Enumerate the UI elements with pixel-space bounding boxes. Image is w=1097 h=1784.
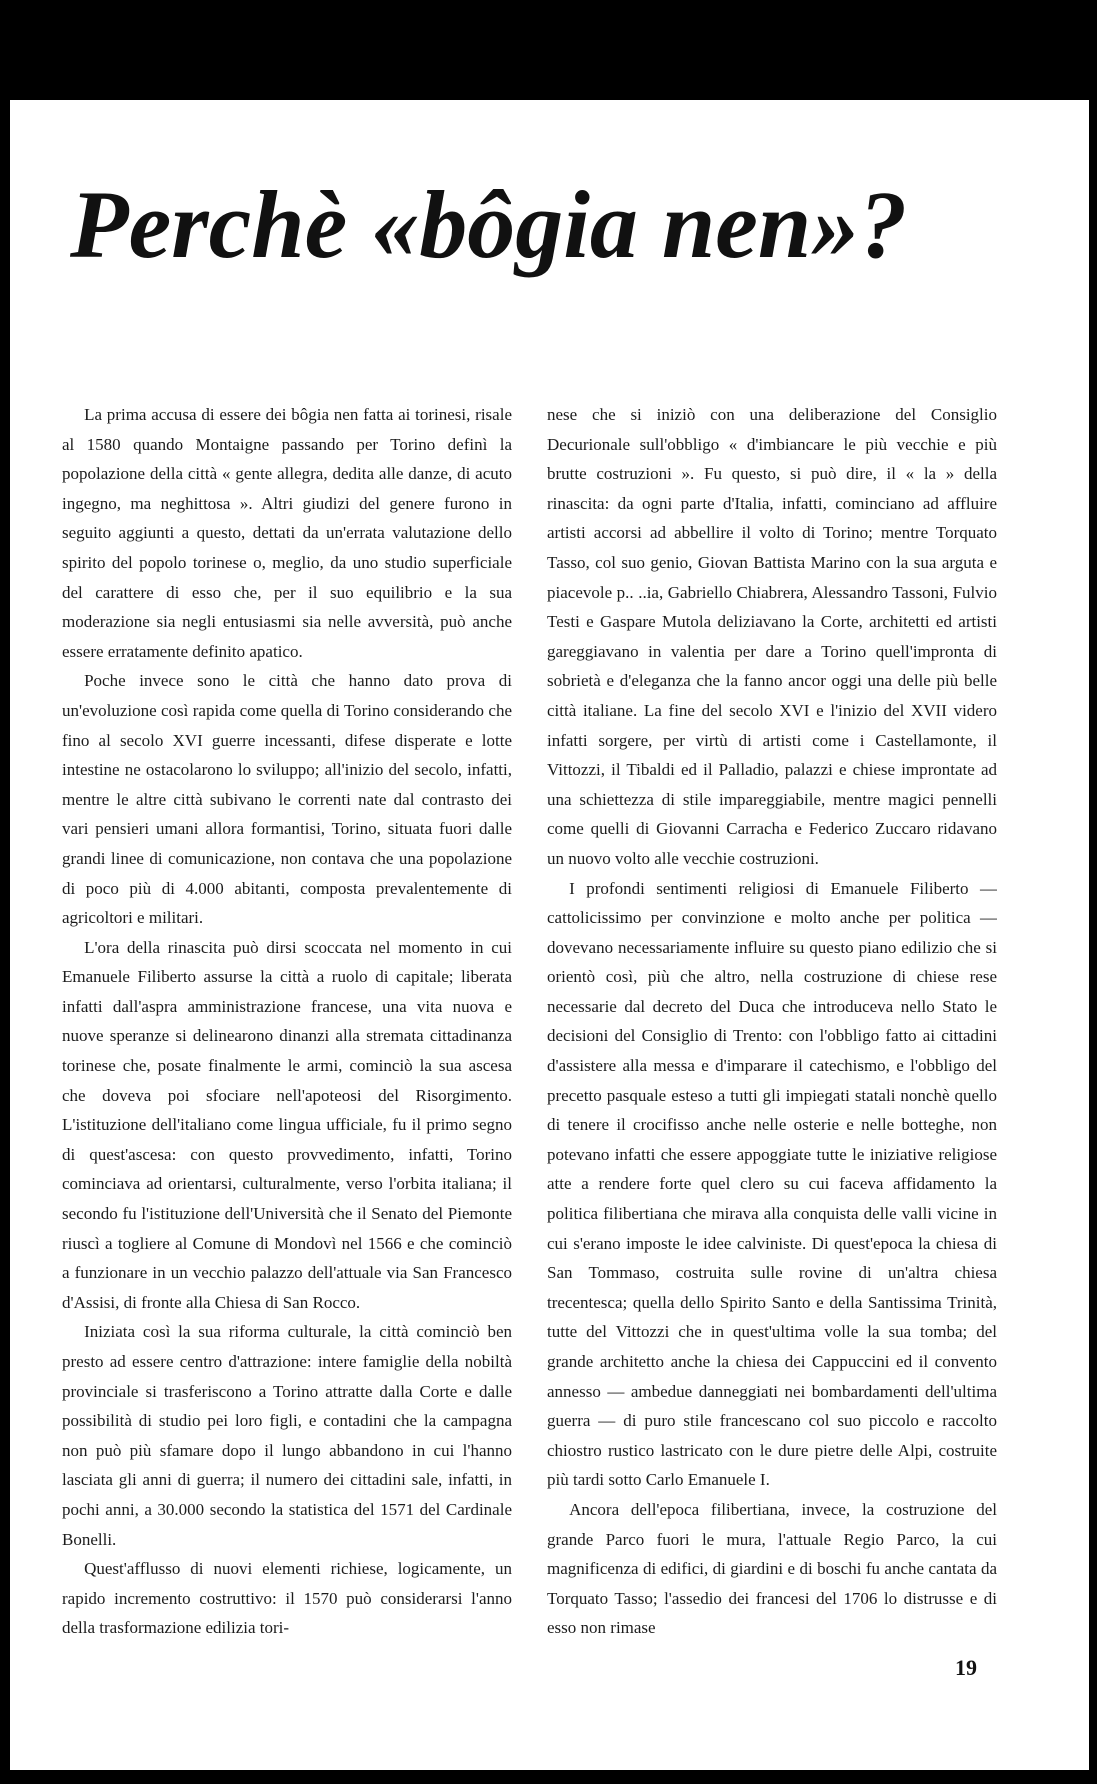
paragraph: L'ora della rinascita può dirsi scoccata nel momento in cui Emanuele Filiberto assurse la città a ruolo di capitale; liberata infatti dall'aspra amministrazione francese, una vita nuova e nuove speranze si delinearono dinanzi alla stremata cittadinanza torinese che, posate finalmente le armi, cominciò la sua ascesa che doveva poi sfociare nell'apoteosi del Risorgimento. L'istituzione dell'italiano come lingua ufficiale, fu il primo segno di quest'ascesa: con questo provvedimento, infatti, Torino cominciava ad orientarsi, culturalmente, verso l'orbita italiana; il secondo fu l'istituzione dell'Università che il Senato del Piemonte riuscì a togliere al Comune di Mondovì nel 1566 e che cominciò a funzionare in un vecchio palazzo dell'attuale via San Francesco d'Assisi, di fronte alla Chiesa di San Rocco. [62,937,512,1312]
paragraph: Ancora dell'epoca filibertiana, invece, la costruzione del grande Parco fuori le mura, l'attuale Regio Parco, la cui magnificenza di edifici, di giardini e di boschi fu anche cantata da Torquato Tasso; l'assedio dei francesi del 1706 lo distrusse e di esso non rimase [547,1499,997,1638]
scan-border-right [1089,0,1097,1784]
paragraph: Poche invece sono le città che hanno dato prova di un'evoluzione così rapida come quella di Torino considerando che fino al secolo XVI guerre incessanti, difese disperate e lotte intestine ne ostacolarono lo sviluppo; all'inizio del secolo, infatti, mentre le altre città subivano le correnti nate dal contrasto dei vari pensieri umani allora formantisi, Torino, situata fuori dalle grandi linee di comunicazione, non contava che una popolazione di poco più di 4.000 abitanti, composta prevalentemente di agricoltori e militari. [62,671,512,928]
paragraph: Iniziata così la sua riforma culturale, la città cominciò ben presto ad essere centro d'attrazione: intere famiglie della nobiltà provinciale si trasferiscono a Torino attratte dalla Corte e dalle possibilità di studio pei loro figli, e contadini che la campagna non può più sfamare dopo il lungo abbandono in cui l'hanno lasciata gli anni di guerra; il numero dei cittadini sale, infatti, in pochi anni, a 30.000 secondo la statistica del 1571 del Cardinale Bonelli. [62,1322,512,1549]
paragraph: I profondi sentimenti religiosi di Emanuele Filiberto — cattolicissimo per convinzione e molto anche per politica — dovevano necessariamente influire su questo piano edilizio che si orientò così, più che altro, nella costruzione di chiese rese necessarie dal decreto del Duca che introduceva nello Stato le decisioni del Consiglio di Trento: con l'obbligo fatto ai cittadini d'assistere alla messa e d'imparare il catechismo, e l'obbligo del precetto pasquale esteso a tutti gli impiegati statali nonchè quello di tenere il crocifisso anche nelle osterie e nelle botteghe, non potevano infatti che essere appoggiate tutte le iniziative religiose atte a rendere forte quel clero su cui faceva affidamento la politica filibertiana che mirava alla conquista delle valli vicine in cui s'erano imposte le idee calviniste. Di quest'epoca la chiesa di San Tommaso, costruita sulle rovine di un'altra chiesa trecentesca; quella dello Spirito Santo e della Santissima Trinità, tutte del Vittozzi che in quest'ultima volle la sua tomba; del grande architetto anche la chiesa dei Cappuccini ed il convento annesso — ambedue danneggiati nei bombardamenti dell'ultima guerra — di puro stile francescano col suo piccolo e raccolto chiostro rustico lastricato con le dure pietre delle Alpi, costruite più tardi sotto Carlo Emanuele I. [547,878,997,1490]
scan-border-top [0,0,1097,100]
right-column [547,400,997,1640]
paragraph: nese che si iniziò con una deliberazione del Consiglio Decurionale sull'obbligo « d'imbiancare le più vecchie e più brutte costruzioni ». Fu questo, si può dire, il « la » della rinascita: da ogni parte d'Italia, infatti, cominciano ad affluire artisti accorsi ad abbellire il volto di Torino; mentre Torquato Tasso, col suo genio, Giovan Battista Marino con la sua arguta e piacevole p.. ..ia, Gabriello Chiabrera, Alessandro Tassoni, Fulvio Testi e Gaspare Mutola deliziavano la Corte, architetti ed artisti gareggiavano in valentia per dare a Torino quell'impronta di sobrietà e d'eleganza che la fanno ancor oggi una delle più belle città italiane. La fine del secolo XVI e l'inizio del XVII videro infatti sorgere, per virtù di artisti come i Castellamonte, il Vittozzi, il Tibaldi ed il Palladio, palazzi e chiese improntate ad una schiettezza di stile impareggiabile, mentre magici pennelli come quelli di Giovanni Carracha e Federico Zuccaro ridavano un nuovo volto alle vecchie costruzioni. [547,405,997,868]
left-column [62,400,512,1640]
article-title: Perchè «bôgia nen»? [70,171,908,278]
page-number: 19 [955,1655,977,1680]
scan-border-left [0,100,10,1770]
scan-border-bottom [0,1770,1097,1784]
paragraph: La prima accusa di essere dei bôgia nen fatta ai torinesi, risale al 1580 quando Montaigne passando per Torino definì la popolazione della città « gente allegra, dedita alle danze, di acuto ingegno, ma neghittosa ». Altri giudizi del genere furono in seguito aggiunti a questo, dettati da un'errata valutazione dello spirito del popolo torinese o, meglio, da uno studio superficiale del carattere di esso che, per il suo equilibrio e la sua moderazione sia negli entusiasmi sia nelle avversità, può anche essere erratamente definito apatico. [62,405,512,661]
paragraph: Quest'afflusso di nuovi elementi richiese, logicamente, un rapido incremento costruttivo: il 1570 può considerarsi l'anno della trasformazione edilizia tori- [62,1559,512,1638]
